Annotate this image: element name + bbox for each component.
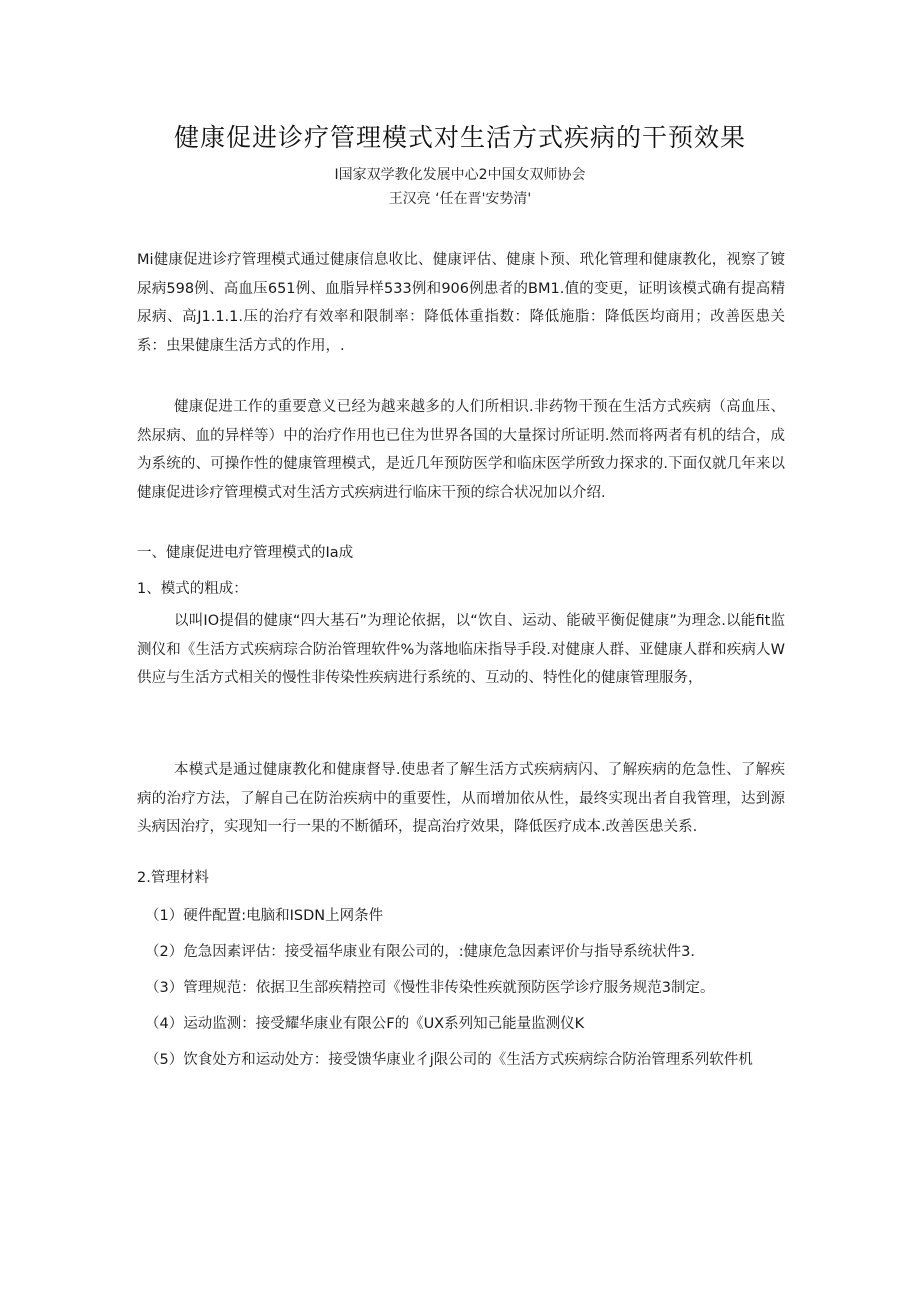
authors: 王汉亮 ‘任在晋'安势清' xyxy=(388,191,532,207)
model-composition-text: 以叫IO提倡的健康“四大基石”为理论依据，以“饮自、运动、能破平衡促健康”为理念.以能fit监测仪和《生活方式疾病琮合防治管理软件%为落地临床指导手段.对健康人群、亚健康人群和疾病人W供应与生活方式相关的慢性非传染性疾病进行系统的、互动的、特性化的健康管理服务， xyxy=(137,613,785,687)
abstract-text: Mi健康促进诊疗管理模式通过健康信息收比、健康评估、健康卜预、玳化管理和健康教化，视察了镀尿病598例、高血压651例、血脂异样533例和906例患者的BM1.值的变更，证明该模式确有提高精尿病、高J1.1.1.压的治疗有效率和限制率：降低体重指数：降低施脂：降低医均商用；改善医患关系：虫果健康生活方式的作用，. xyxy=(137,252,785,354)
material-item-3: （3）管理规范：依据卫生部疾精控司《慢性非传染性疾就预防医学诊疗服务规范3制定。 xyxy=(145,980,715,996)
subsection-1-heading: 1、模式的粗成： xyxy=(137,581,248,597)
section-1-heading: 一、健康促进电疗管理模式的Ia成 xyxy=(137,545,354,561)
model-description-paragraph xyxy=(137,756,785,842)
abstract-paragraph xyxy=(137,246,785,360)
intro-paragraph xyxy=(137,393,785,507)
model-composition-paragraph xyxy=(137,607,785,693)
material-item-2: （2）危急因素评估：接受福华康业有限公司的，:健康危急因素评价与指导系统状件3. xyxy=(145,944,695,960)
material-item-1: （1）硬件配置:电脑和ISDN上网条件 xyxy=(145,908,384,924)
material-item-4: （4）运动监测：接受耀华康业有限公F的《UX系列知己能量监测仪K xyxy=(145,1016,585,1032)
subsection-2-heading: 2.管理材料 xyxy=(137,870,209,886)
material-item-5: （5）饮食处方和运动处方：接受馈华康业彳j限公司的《生活方式疾病综合防治管理系列软件机 xyxy=(145,1052,753,1068)
document-title: 健康促进诊疗管理模式对生活方式疾病的干预效果 xyxy=(173,123,746,152)
model-description-text: 本模式是通过健康教化和健康督导.使患者了解生活方式疾病病闪、了解疾病的危急性、了解疾病的治疗方法，了解自己在防治疾病中的重要性，从而增加依从性，最终实现出者自我管理，达到源头病因治疗，实现知一行一果的不断循环，提高治疗效果，降低医疗成本.改善医患关系. xyxy=(137,762,785,836)
affiliation: I国家双学教化发展中心2中国女双师协会 xyxy=(334,167,586,183)
intro-text: 健康促进工作的重要意义已经为越来越多的人们所相识.非药物干预在生活方式疾病（高血压、然尿病、血的异样等）中的治疗作用也已住为世界各国的大量探讨所证明.然而将两者有机的结合，成为系统的、可操作性的健康管理模式，是近几年预防医学和临床医学所致力探求的.下面仅就几年来以健康促进诊疗管理模式对生活方式疾病进行临床干预的综合状况加以介绍. xyxy=(137,399,785,501)
